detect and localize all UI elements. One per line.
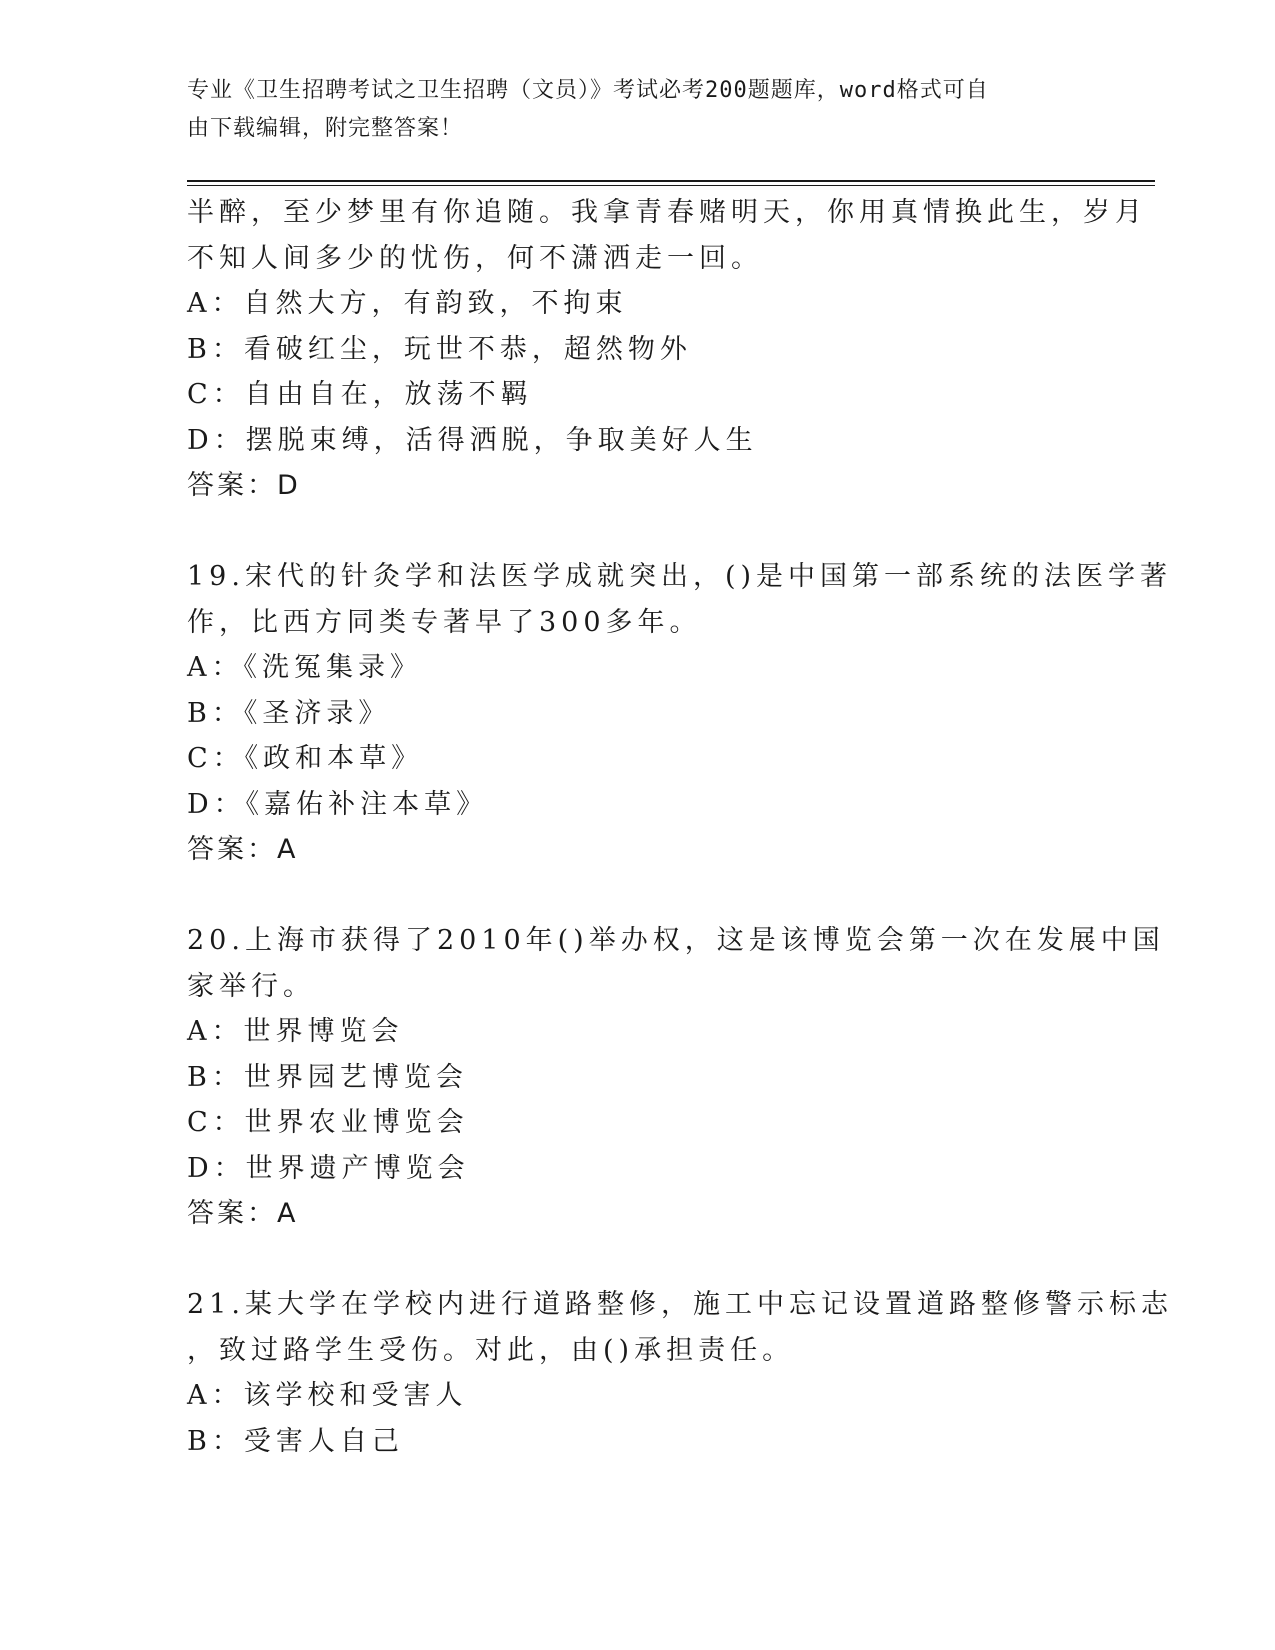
option-a: A：世界博览会 — [187, 1016, 404, 1047]
question-21 — [187, 1282, 1173, 1464]
answer-line: 答案：D — [187, 470, 301, 501]
header-line-1: 专业《卫生招聘考试之卫生招聘（文员）》考试必考200题题库，word格式可自 — [187, 78, 989, 103]
page-header — [187, 72, 1087, 148]
question-text-line: 半醉，至少梦里有你追随。我拿青春赌明天，你用真情换此生，岁月 — [187, 197, 1147, 228]
option-c: C：世界农业博览会 — [187, 1107, 469, 1138]
option-c: C：自由自在，放荡不羁 — [187, 379, 533, 410]
option-d: D：世界遗产博览会 — [187, 1152, 470, 1184]
spacer — [187, 1237, 1087, 1283]
option-b: B：世界园艺博览会 — [187, 1061, 468, 1093]
option-a: A：《洗冤集录》 — [187, 652, 422, 683]
header-divider-thin — [187, 185, 1155, 186]
question-text-line: 19.宋代的针灸学和法医学成就突出，()是中国第一部系统的法医学著 — [187, 561, 1173, 592]
option-c: C：《政和本草》 — [187, 743, 424, 774]
spacer — [187, 873, 1087, 919]
question-text-line: 家举行。 — [187, 970, 315, 1002]
question-text-line: 不知人间多少的忧伤，何不潇洒走一回。 — [187, 242, 763, 274]
option-b: B：看破红尘，玩世不恭，超然物外 — [187, 333, 692, 365]
question-text-line: ，致过路学生受伤。对此，由()承担责任。 — [187, 1334, 795, 1366]
question-text-line: 作，比西方同类专著早了300多年。 — [187, 606, 702, 638]
option-d: D：摆脱束缚，活得洒脱，争取美好人生 — [187, 424, 758, 456]
spacer — [187, 509, 1087, 555]
header-divider — [187, 180, 1155, 182]
option-a: A：该学校和受害人 — [187, 1380, 468, 1411]
option-a: A：自然大方，有韵致，不拘束 — [187, 288, 628, 319]
document-body — [187, 190, 1173, 1464]
option-b: B：受害人自己 — [187, 1425, 404, 1457]
question-19 — [187, 554, 1173, 873]
answer-line: 答案：A — [187, 834, 299, 865]
question-continuation — [187, 190, 1147, 509]
option-b: B：《圣济录》 — [187, 697, 391, 729]
option-d: D：《嘉佑补注本草》 — [187, 788, 489, 820]
answer-line: 答案：A — [187, 1198, 299, 1229]
question-20 — [187, 918, 1165, 1237]
question-text-line: 21.某大学在学校内进行道路整修，施工中忘记设置道路整修警示标志 — [187, 1289, 1173, 1320]
question-text-line: 20.上海市获得了2010年()举办权，这是该博览会第一次在发展中国 — [187, 925, 1165, 956]
header-line-2: 由下载编辑，附完整答案！ — [187, 116, 464, 141]
